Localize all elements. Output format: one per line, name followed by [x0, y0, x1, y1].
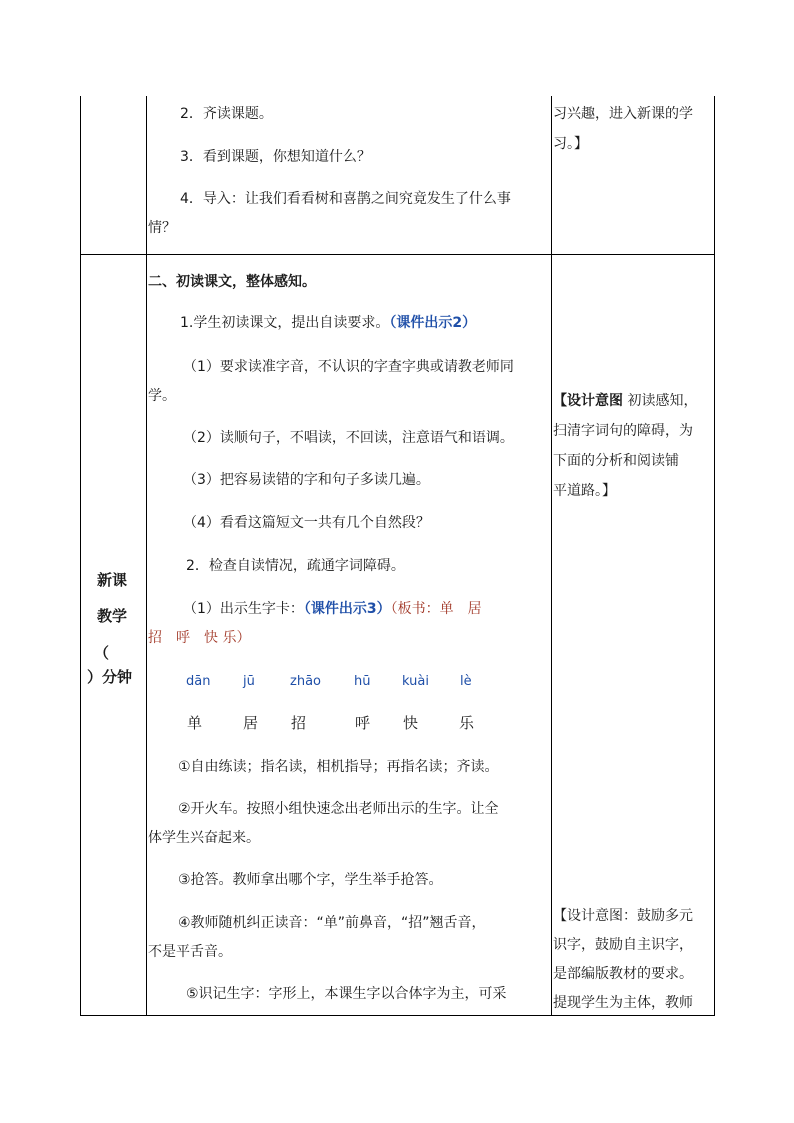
table-right-border — [714, 96, 715, 1016]
step-4-text-cont: 情？ — [148, 220, 176, 236]
pinyin-kuai: kuài — [402, 674, 429, 689]
design-note-1-lead: 初读感知， — [627, 393, 698, 409]
design-note-2-line2: 识字，鼓励自主识字， — [553, 937, 693, 953]
step-1-text: 1.学生初读课文，提出自读要求。 — [180, 315, 390, 331]
table-left-border — [80, 96, 81, 1016]
design-note-2-line3: 是部编版教材的要求。 — [553, 966, 693, 982]
table-row-divider — [80, 254, 715, 255]
design-note-1-title: 【设计意图 — [553, 393, 623, 409]
step-2-text: 2．齐读课题。 — [180, 106, 273, 122]
requirement-1: （1）要求读准字音，不认识的字查字典或请教老师同 — [183, 359, 514, 375]
pinyin-zhao: zhāo — [290, 674, 321, 689]
flashcard-line — [183, 599, 482, 619]
char-dan: 单 — [187, 714, 203, 732]
method-1: ①自由练读；指名读，相机指导；再指名读；齐读。 — [178, 759, 499, 775]
table-col-divider-2 — [551, 96, 552, 1016]
requirement-4: （4）看看这篇短文一共有几个自然段？ — [183, 515, 430, 531]
method-4: ④教师随机纠正读音：“单”前鼻音，“招”翘舌音， — [178, 915, 486, 931]
pinyin-dan: dān — [186, 674, 211, 689]
stage-label-jiaoxue: 教学 — [97, 607, 128, 625]
char-zhao: 招 — [291, 714, 307, 732]
design-note-1-line3: 下面的分析和阅读铺 — [553, 453, 679, 469]
char-le: 乐 — [459, 714, 475, 732]
step-1-line — [180, 313, 476, 333]
requirement-1-cont: 学。 — [148, 388, 176, 404]
char-ju: 居 — [243, 714, 259, 732]
blackboard-note-cont: 招 呼 快 乐） — [148, 630, 251, 646]
section-heading: 二、初读课文，整体感知。 — [148, 274, 316, 290]
stage-label-minutes: ）分钟 — [87, 668, 133, 686]
design-note-2-line1: 【设计意图：鼓励多元 — [553, 908, 693, 924]
design-note-1-line4: 平道路。】 — [553, 483, 616, 499]
method-2: ②开火车。按照小组快速念出老师出示的生字。让全 — [178, 801, 499, 817]
pinyin-ju: jū — [243, 674, 255, 689]
method-4-cont: 不是平舌音。 — [148, 944, 232, 960]
method-5: ⑤识记生字：字形上，本课生字以合体字为主，可采 — [186, 986, 507, 1002]
char-kuai: 快 — [403, 714, 419, 732]
blackboard-note: （板书：单 居 — [390, 601, 482, 617]
design-note-top-line2: 习。】 — [553, 136, 588, 152]
design-note-1-line1 — [553, 391, 697, 411]
table-bottom-border — [80, 1015, 715, 1016]
method-2-cont: 体学生兴奋起来。 — [148, 830, 260, 846]
courseware-2-ref: （课件出示2） — [389, 315, 477, 331]
step-4-text: 4．导入：让我们看看树和喜鹊之间究竟发生了什么事 — [180, 191, 511, 207]
design-note-2-line4: 提现学生为主体，教师 — [553, 995, 693, 1011]
table-col-divider-1 — [146, 96, 147, 1016]
step-3-text: 3．看到课题，你想知道什么？ — [180, 149, 371, 165]
method-3: ③抢答。教师拿出哪个字，学生举手抢答。 — [178, 872, 443, 888]
pinyin-le: lè — [460, 674, 472, 689]
requirement-2: （2）读顺句子，不唱读，不回读，注意语气和语调。 — [183, 430, 514, 446]
stage-label-xinke: 新课 — [97, 571, 128, 589]
stage-label-paren: （ — [94, 644, 110, 662]
requirement-3: （3）把容易读错的字和句子多读几遍。 — [183, 472, 430, 488]
courseware-3-ref: （课件出示3） — [303, 601, 391, 617]
pinyin-hu: hū — [354, 674, 371, 689]
step-2-check: 2．检查自读情况，疏通字词障碍。 — [186, 558, 405, 574]
design-note-1-line2: 扫清字词句的障碍，为 — [553, 423, 693, 439]
design-note-top-line1: 习兴趣，进入新课的学 — [553, 106, 693, 122]
char-hu: 呼 — [355, 714, 371, 732]
flashcard-prefix: （1）出示生字卡： — [183, 601, 304, 617]
